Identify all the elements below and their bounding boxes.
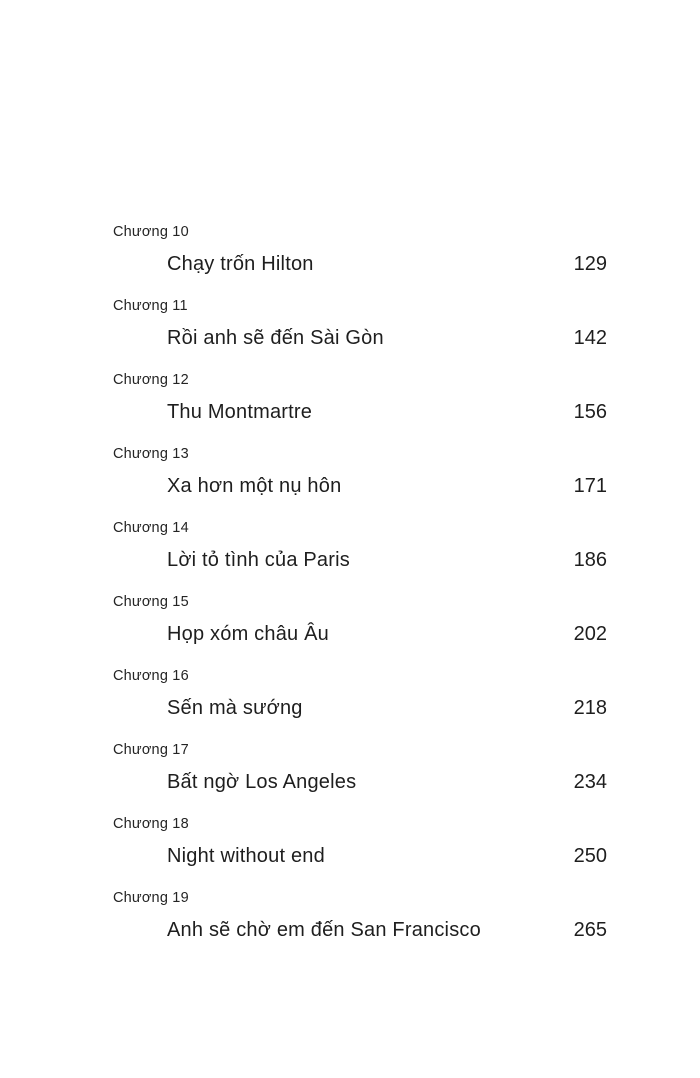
page-number: 265 bbox=[573, 919, 607, 941]
toc-title-row bbox=[113, 843, 607, 869]
toc-title-row bbox=[113, 695, 607, 721]
page-number: 234 bbox=[573, 771, 607, 793]
toc-entry bbox=[113, 668, 607, 721]
page-number: 202 bbox=[573, 623, 607, 645]
chapter-label: Chương 13 bbox=[113, 446, 189, 462]
page-number: 218 bbox=[573, 697, 607, 719]
chapter-title: Rồi anh sẽ đến Sài Gòn bbox=[167, 327, 384, 349]
page-number: 129 bbox=[573, 253, 607, 275]
chapter-title: Chạy trốn Hilton bbox=[167, 253, 314, 275]
toc-title-row bbox=[113, 769, 607, 795]
toc-entry bbox=[113, 372, 607, 425]
chapter-label: Chương 16 bbox=[113, 668, 189, 684]
page-number: 186 bbox=[573, 549, 607, 571]
toc-entry bbox=[113, 742, 607, 795]
toc-title-row bbox=[113, 325, 607, 351]
page-number: 142 bbox=[573, 327, 607, 349]
toc-entry bbox=[113, 890, 607, 943]
page-number: 250 bbox=[573, 845, 607, 867]
toc-title-row bbox=[113, 473, 607, 499]
chapter-title: Họp xóm châu Âu bbox=[167, 623, 329, 645]
chapter-label: Chương 12 bbox=[113, 372, 189, 388]
toc-title-row bbox=[113, 399, 607, 425]
chapter-title: Anh sẽ chờ em đến San Francisco bbox=[167, 919, 481, 941]
chapter-label: Chương 11 bbox=[113, 298, 188, 314]
chapter-title: Bất ngờ Los Angeles bbox=[167, 771, 357, 793]
toc-title-row bbox=[113, 547, 607, 573]
chapter-label: Chương 10 bbox=[113, 224, 189, 240]
chapter-label: Chương 17 bbox=[113, 742, 189, 758]
chapter-title: Thu Montmartre bbox=[167, 401, 313, 423]
toc-entry bbox=[113, 520, 607, 573]
toc-entry bbox=[113, 446, 607, 499]
page-number: 171 bbox=[573, 475, 607, 497]
toc-entry bbox=[113, 298, 607, 351]
chapter-title: Sến mà sướng bbox=[167, 697, 303, 719]
toc-entry bbox=[113, 594, 607, 647]
chapter-title: Xa hơn một nụ hôn bbox=[167, 475, 342, 497]
chapter-label: Chương 14 bbox=[113, 520, 189, 536]
toc-title-row bbox=[113, 621, 607, 647]
toc-entry bbox=[113, 224, 607, 277]
chapter-title: Lời tỏ tình của Paris bbox=[167, 549, 350, 571]
chapter-label: Chương 18 bbox=[113, 816, 189, 832]
toc-title-row bbox=[113, 251, 607, 277]
toc-entry bbox=[113, 816, 607, 869]
chapter-title: Night without end bbox=[167, 845, 325, 867]
table-of-contents bbox=[113, 224, 607, 964]
toc-title-row bbox=[113, 917, 607, 943]
page-number: 156 bbox=[573, 401, 607, 423]
chapter-label: Chương 15 bbox=[113, 594, 189, 610]
chapter-label: Chương 19 bbox=[113, 890, 189, 906]
